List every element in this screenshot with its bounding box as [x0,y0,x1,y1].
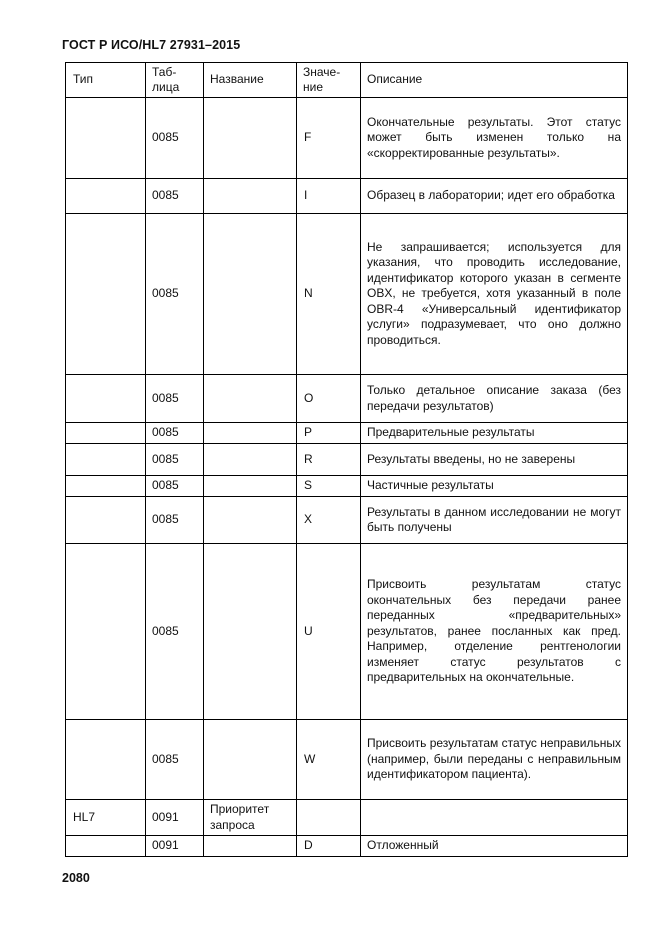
code-table [65,62,628,857]
cell-name: Приоритет запроса [204,800,297,836]
header-description: Описание [361,63,628,98]
cell-description: Присвоить результатам статус окончательных без передачи ранее переданных «предварительных» результатов, ранее посланных как пред. Например, отделение рентгенологии изменяет статус результатов с предварительных на окончательные. [361,544,628,720]
cell-value [297,800,361,836]
cell-name [204,836,297,857]
cell-type [66,836,146,857]
cell-value: W [297,720,361,800]
cell-type [66,375,146,423]
table-row [66,476,628,497]
header-type: Тип [66,63,146,98]
cell-table: 0085 [146,497,204,544]
cell-type [66,476,146,497]
header-value: Значе- ние [297,63,361,98]
document-title: ГОСТ Р ИСО/HL7 27931–2015 [62,38,241,52]
cell-name [204,375,297,423]
table-row [66,720,628,800]
cell-description: Результаты в данном исследовании не могут быть получены [361,497,628,544]
cell-table: 0091 [146,836,204,857]
cell-description: Окончательные результаты. Этот статус может быть изменен только на «скорректированные результаты». [361,98,628,179]
cell-table: 0085 [146,544,204,720]
table-row [66,375,628,423]
cell-value: F [297,98,361,179]
table-row [66,497,628,544]
cell-description: Присвоить результатам статус неправильных (например, были переданы с неправильным идентификатором пациента). [361,720,628,800]
table-header-row [66,63,628,98]
cell-value: I [297,179,361,214]
cell-table: 0085 [146,214,204,375]
cell-description: Отложенный [361,836,628,857]
header-table: Таб- лица [146,63,204,98]
cell-value: O [297,375,361,423]
cell-value: R [297,444,361,476]
cell-name [204,423,297,444]
cell-value: U [297,544,361,720]
table-row [66,444,628,476]
cell-name [204,98,297,179]
cell-description: Частичные результаты [361,476,628,497]
table-row [66,544,628,720]
cell-name [204,720,297,800]
cell-description [361,800,628,836]
cell-description: Результаты введены, но не заверены [361,444,628,476]
table-row [66,836,628,857]
cell-value: N [297,214,361,375]
cell-type [66,423,146,444]
cell-table: 0085 [146,444,204,476]
cell-value: S [297,476,361,497]
cell-name [204,544,297,720]
cell-value: X [297,497,361,544]
cell-name [204,497,297,544]
cell-name [204,214,297,375]
cell-type [66,98,146,179]
cell-table: 0085 [146,476,204,497]
cell-type [66,720,146,800]
cell-description: Не запрашивается; используется для указания, что проводить исследование, идентификатор которого указан в сегменте OBX, не требуется, хотя указанный в поле OBR-4 «Универсальный идентификатор услуги» подразумевает, что оно должно проводиться. [361,214,628,375]
header-name: Название [204,63,297,98]
table-row [66,800,628,836]
cell-type [66,544,146,720]
cell-name [204,476,297,497]
cell-value: P [297,423,361,444]
cell-type: HL7 [66,800,146,836]
table-row [66,179,628,214]
table-row [66,214,628,375]
cell-table: 0085 [146,179,204,214]
table-row [66,98,628,179]
cell-description: Предварительные результаты [361,423,628,444]
page-number: 2080 [62,871,90,885]
cell-type [66,497,146,544]
cell-type [66,444,146,476]
cell-table: 0085 [146,98,204,179]
cell-name [204,444,297,476]
cell-description: Образец в лаборатории; идет его обработка [361,179,628,214]
table-row [66,423,628,444]
cell-table: 0085 [146,375,204,423]
cell-type [66,179,146,214]
cell-description: Только детальное описание заказа (без передачи результатов) [361,375,628,423]
cell-name [204,179,297,214]
cell-type [66,214,146,375]
cell-table: 0085 [146,720,204,800]
cell-table: 0091 [146,800,204,836]
cell-value: D [297,836,361,857]
cell-table: 0085 [146,423,204,444]
